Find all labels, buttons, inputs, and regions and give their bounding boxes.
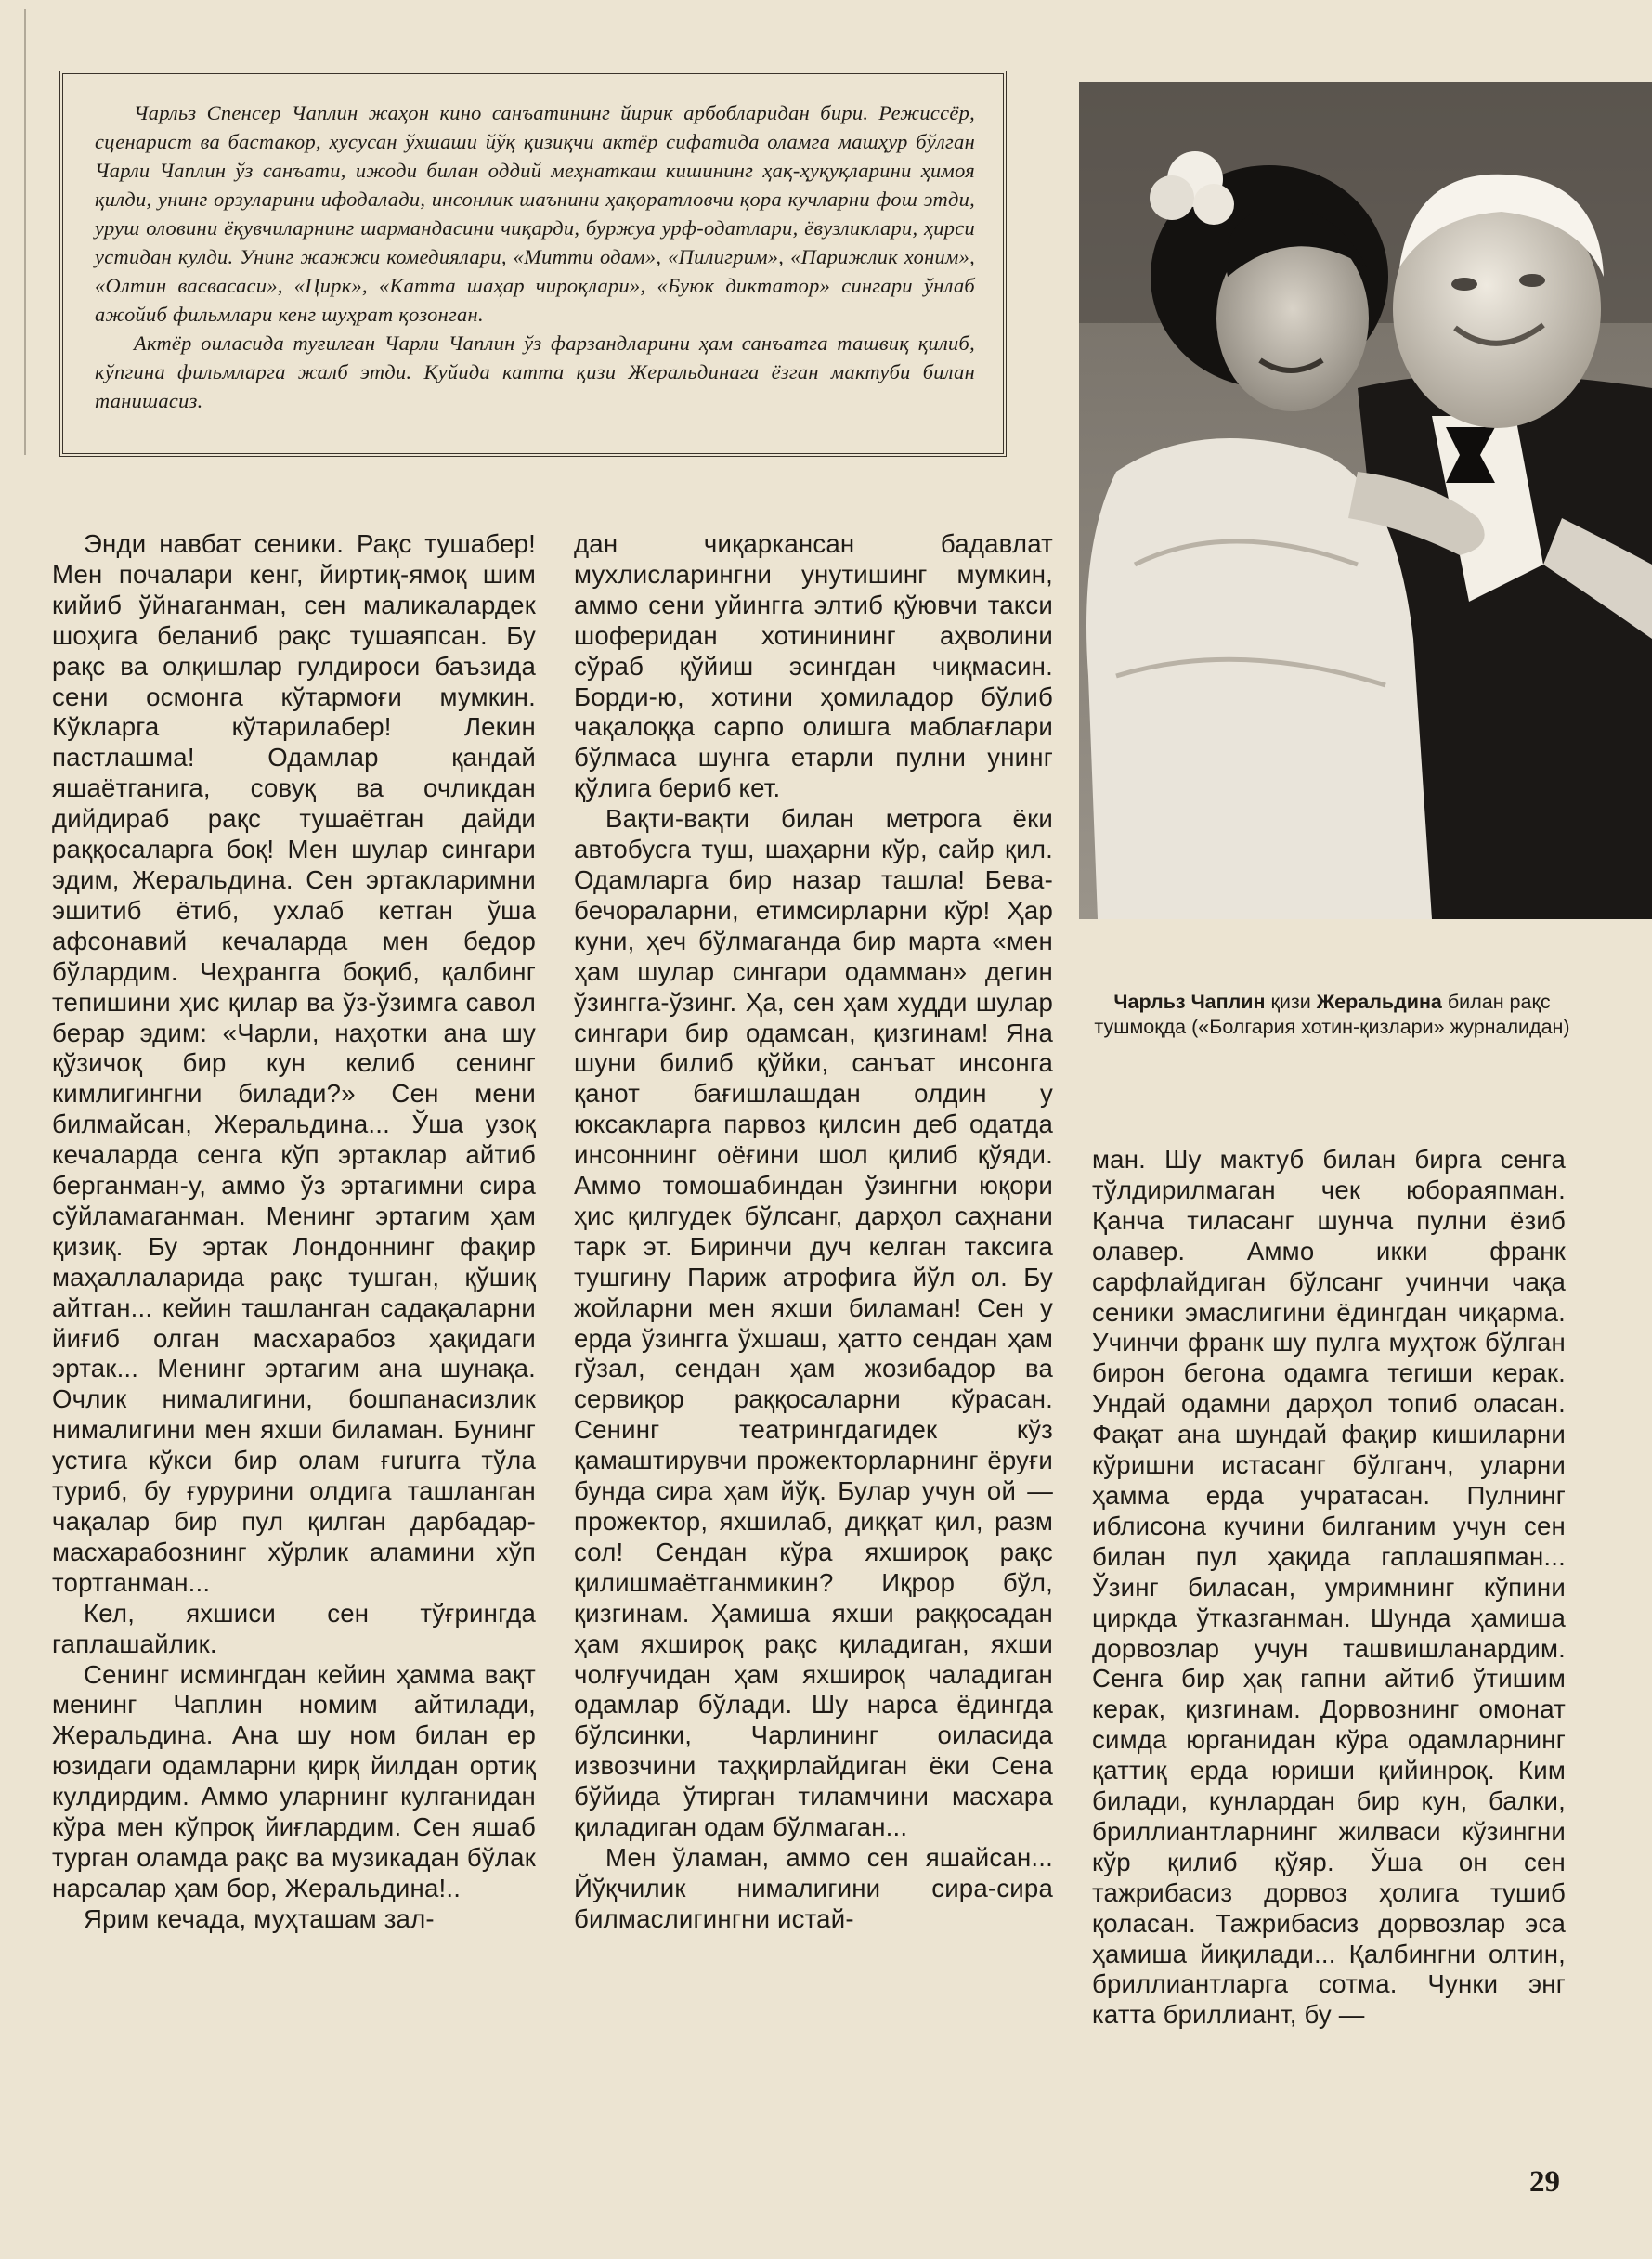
caption-name-chaplin: Чарльз Чаплин xyxy=(1113,991,1266,1013)
photo-caption xyxy=(1088,990,1576,1040)
paragraph: Энди навбат сеники. Рақс тушабер! Мен почалари кенг, йиртиқ-ямоқ шим кийиб ўйнаганман, сен маликалардек шоҳига беланиб рақс тушаяпсан. Бу рақс ва олқишлар гулдироси баъзида сени осмонга кўтармоғи мумкин. Кўкларга кўтарилабер! Лекин пастлашма! Одамлар қандай яшаётганига, совуқ ва очликдан дийдираб рақс тушаётган дайди раққосаларга боқ! Мен шулар сингари эдим, Жеральдина. Сен эртакларимни эшитиб ётиб, ухлаб кетган ўша афсонавий кечаларда мен бедор бўлардим. Чеҳрангга боқиб, қалбинг тепишини ҳис қилар ва ўз-ўзимга савол берар эдим: «Чарли, наҳотки ана шу қўзичоқ бир кун келиб сенинг кимлигингни билади?» Сен мени билмайсан, Жеральдина... Ўша узоқ кечаларда сенга кўп эртаклар айтиб берганман-у, аммо ўз эртагимни сира сўйламаганман. Менинг эртагим ҳам қизиқ. Бу эртак Лондоннинг фақир маҳаллаларида рақс тушган, қўшиқ айтган... кейин ташланган садақаларни йиғиб олган масхарабоз ҳақидаги эртак... Менинг эртагим ана шунақа. Очлик нималигини, бошпанасизлик нималигини мен яхши биламан. Бунинг устига кўкси бир олам ғururга тўла туриб, бу ғурурини олдига ташланган чақалар бир пул қилган дарбадар-масхарабознинг хўрлик аламини хўп тортганман... xyxy=(52,529,536,1597)
margin-pencil-line xyxy=(24,9,26,455)
text-column-3 xyxy=(1092,1145,1566,2031)
paragraph: Вақти-вақти билан метрога ёки автобусга туш, шаҳарни кўр, сайр қил. Одамларга бир назар ташла! Бева-бечораларни, етимсирларни кўр! Ҳар куни, ҳеч бўлмаганда бир марта «мен ҳам шулар сингари одамман» дегин ўзингга-ўзинг. Ҳа, сен ҳам худди шулар сингари бир одамсан, қизгинам! Яна шуни билиб қўйки, санъат инсонга қанот бағишлашдан олдин у юксакларга парвоз қилсин деб одатда инсоннинг оёғини шол қилиб қўяди. Аммо томошабиндан ўзингни юқори ҳис қилгудек бўлсанг, дарҳол саҳнани тарк эт. Биринчи дуч келган таксига тушгину Париж атрофига йўл ол. Бу жойларни мен яхши биламан! Сен у ерда ўзингга ўхшаш, ҳатто сендан ҳам гўзал, сендан ҳам жозибадор ва сервиқор раққосаларни кўрасан. Сенинг театрингдагидек кўз қамаштирувчи прожекторларнинг ёруғи бунда сира ҳам йўқ. Булар учун ой — прожектор, яхшилаб, диққат қил, разм сол! Сендан кўра яхшироқ рақс қилишмаётганмикин? Иқрор бўл, қизгинам. Ҳамиша яхши раққосадан ҳам яхшироқ рақс қиладиган, яхши чолғучидан ҳам яхшироқ чаладиган одамлар бўлади. Шу нарса ёдингда бўлсинки, Чарлининг оиласида извозчини таҳқирлайдиган ёки Сена бўйида ўтирган тиламчини масхара қиладиган одам бўлмаган... xyxy=(574,804,1053,1842)
paragraph: ман. Шу мактуб билан бирга сенга тўлдирилмаган чек юбораяпман. Қанча тиласанг шунча пулни ёзиб олавер. Аммо икки франк сарфлайдиган бўлсанг учинчи чақа сеники эмаслигини ёдингдан чиқарма. Учинчи франк шу пулга муҳтож бўлган бирон бегона одамга тегиши керак. Ундай одамни дарҳол топиб оласан. Фақат ана шундай фақир кишиларни кўришни истасанг бўлганч, уларни ҳамма ерда учратасан. Пулнинг иблисона кучини билганим учун сен билан пул ҳақида гаплашяпман... Ўзинг биласан, умримнинг кўпини циркда ўтказганман. Шунда ҳамиша дорвозлар учун ташвишланардим. Сенга бир ҳақ гапни айтиб ўтишим керак, қизгинам. Дорвознинг омонат симда юрганидан кўра одамларнинг қаттиқ ерда юриши қийинроқ. Ким билади, кунлардан бир кун, балки, бриллиантларнинг жилваси кўзингни кўр қилиб қўяр. Ўша он сен тажрибасиз дорвоз ҳолига тушиб қоласан. Тажрибасиз дорвозлар эса ҳамиша йиқилади... Қалбингни олтин, бриллиантларга сотма. Чунки энг катта бриллиант, бу — xyxy=(1092,1145,1566,2030)
caption-name-geraldine: Жеральдина xyxy=(1316,991,1442,1013)
photo-illustration xyxy=(1079,82,1652,919)
photo-chaplin-dancing xyxy=(1079,82,1652,919)
caption-text-mid: қизи xyxy=(1265,991,1317,1013)
paragraph: Мен ўламан, аммо сен яшайсан... Йўқчилик нималигини сира-сира билмаслигингни истай- xyxy=(574,1842,1053,1933)
paragraph: Кел, яхшиси сен тўғрингда гаплашайлик. xyxy=(52,1598,536,1658)
caption-text-rest: билан рақс тушмоқда («Болгария хотин-қизлари» журналидан) xyxy=(1094,991,1570,1038)
paragraph: дан чиқаркансан бадавлат мухлисларингни унутишинг мумкин, аммо сени уйингга элтиб қўювчи такси шоферидан хотинининг аҳволини сўраб қўйиш эсингдан чиқмасин. Борди-ю, хотини ҳомиладор бўлиб чақалоққа сарпо олишга маблағлари бўлмаса шунга етарли пулни унинг қўлига бериб кет. xyxy=(574,529,1053,803)
paragraph: Ярим кечада, муҳташам зал- xyxy=(84,1903,435,1933)
page-number: 29 xyxy=(1529,2165,1560,2199)
text-column-2 xyxy=(574,529,1053,1935)
text-column-1 xyxy=(52,529,536,1935)
intro-paragraph-2: Актёр оиласида туғилган Чарли Чаплин ўз фарзандларини ҳам санъатга ташвиқ қилиб, кўпгина фильмларга жалб этди. Қуйида катта қизи Жеральдинага ёзган мактуби билан танишасиз. xyxy=(95,331,975,412)
paragraph: Сенинг исмингдан кейин ҳамма вақт менинг Чаплин номим айтилади, Жеральдина. Ана шу ном билан ер юзидаги одамларни қирқ йилдан ортиқ кулдирдим. Аммо уларнинг кулганидан кўра мен кўпроқ йиғлардим. Сен яшаб турган оламда рақс ва музикадан бўлак нарсалар ҳам бор, Жеральдина!.. xyxy=(52,1659,536,1902)
intro-box xyxy=(59,71,1007,457)
intro-paragraph-1: Чарльз Спенсер Чаплин жаҳон кино санъатининг йирик арбобларидан бири. Режиссёр, сценарист ва бастакор, хусусан ўхшаши йўқ қизиқчи актёр сифатида оламга машҳур бўлган Чарли Чаплин ўз санъати, ижоди билан оддий меҳнаткаш кишининг ҳақ-ҳуқуқларини ҳимоя қилди, унинг орзуларини ифодалади, инсонлик шаънини ҳақоратловчи қора кучларни фош этди, уруш оловини ёқувчиларнинг шармандасини чиқарди, буржуа урф-одатлари, ёвузликлари, ҳирси устидан кулди. Унинг жажжи комедиялари, «Митти одам», «Пилигрим», «Парижлик хоним», «Олтин васвасаси», «Цирк», «Катта шаҳар чироқлари», «Буюк диктатор» сингари ўнлаб ажойиб фильмлари кенг шуҳрат қозонган. xyxy=(95,101,975,326)
